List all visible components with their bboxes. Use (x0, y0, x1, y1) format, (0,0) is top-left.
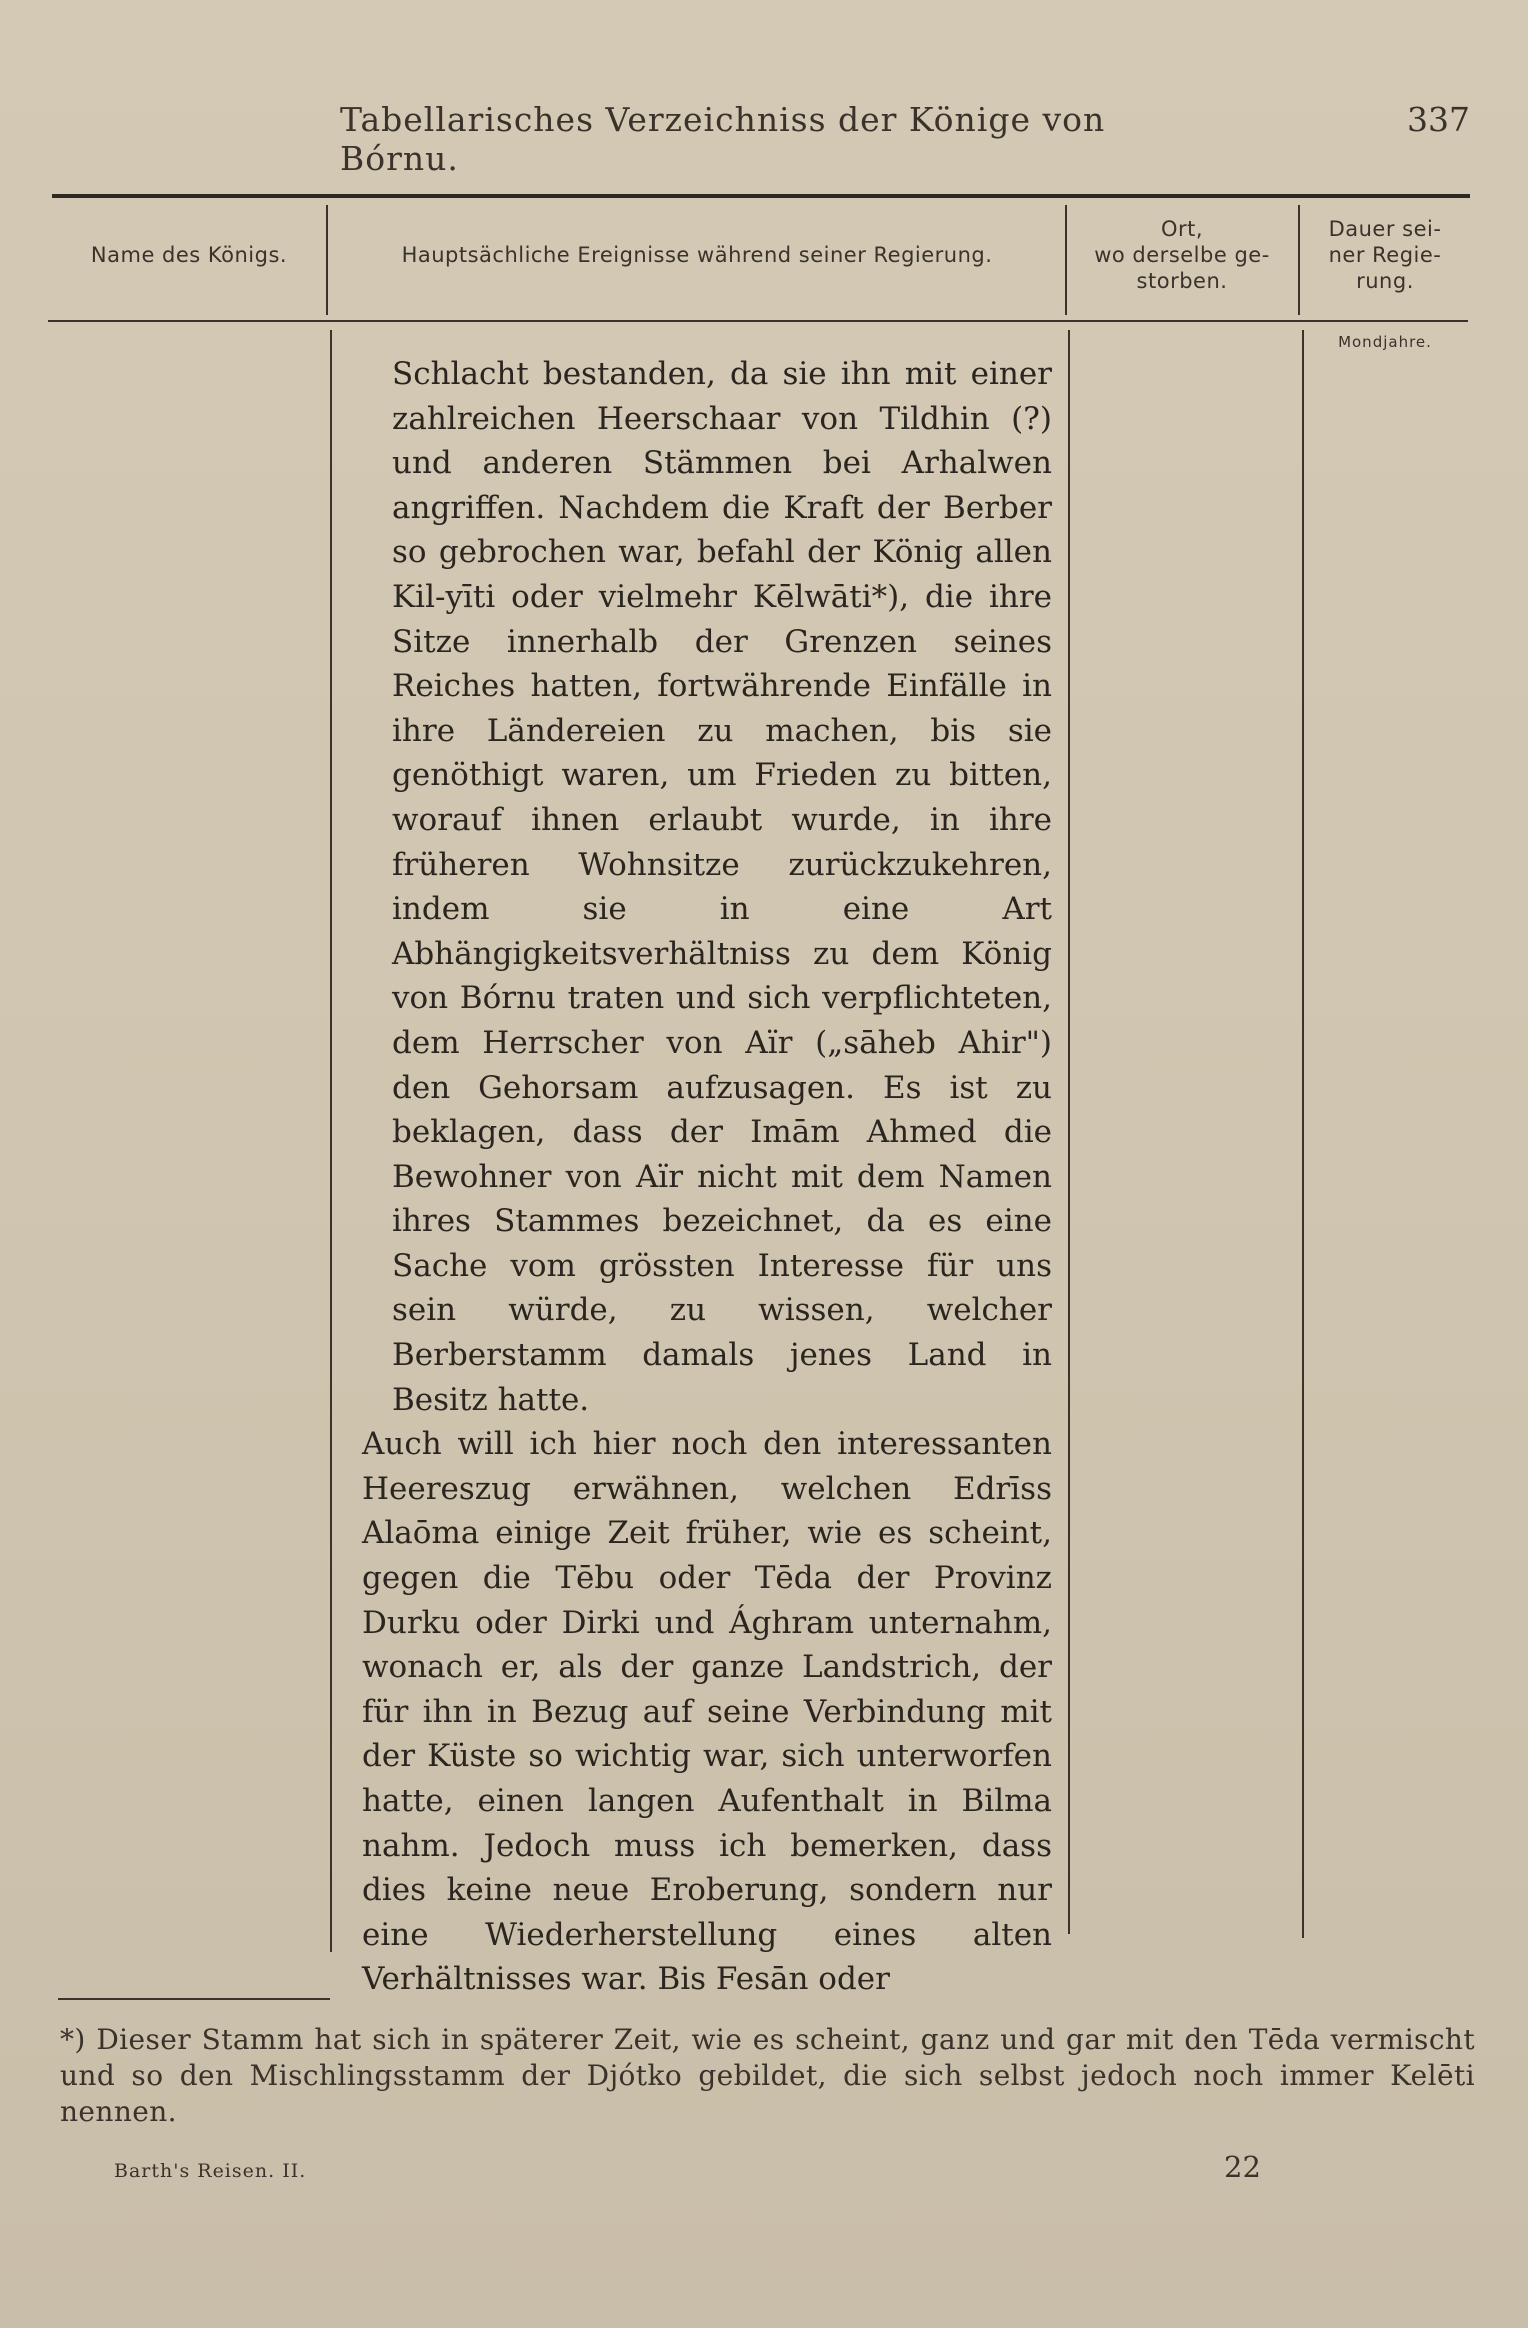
footnote: *) Dieser Stamm hat sich in späterer Zeit, wie es scheint, ganz und gar mit den Tēda vermischt und so den Mischlingsstamm der Djótko gebildet, die sich selbst jedoch noch immer Kelēti nennen. (60, 2023, 1475, 2128)
column-header-line: rung. (1356, 269, 1414, 293)
column-header-place-of-death (1068, 216, 1296, 294)
column-header-line: ner Regie- (1328, 243, 1442, 267)
table-header-rule (48, 320, 1468, 322)
sheet-number: 22 (1224, 2150, 1261, 2184)
column-header-king-name (52, 242, 326, 268)
footnote-rule (58, 1998, 330, 2000)
column-header-events (330, 242, 1064, 268)
column-header-line: Ort, (1160, 217, 1204, 241)
body-column-divider (1068, 330, 1070, 1934)
reign-unit-note: Mondjahre. (1338, 333, 1432, 351)
page-number: 337 (1407, 100, 1470, 139)
column-header-reign-duration (1300, 216, 1470, 294)
events-paragraph: Auch will ich hier noch den interessanten Heereszug erwähnen, welchen Edrīss Alaōma einige Zeit früher, wie es scheint, gegen die Tēbu oder Tēda der Provinz Durku oder Dirki und Ághram unternahm, wonach er, als der ganze Landstrich, der für ihn in Bezug auf seine Verbindung mit der Küste so wichtig war, sich unterworfen hatte, einen langen Aufenthalt in Bilma nahm. Jedoch muss ich bemerken, dass dies keine neue Eroberung, sondern nur eine Wiederherstellung eines alten Verhältnisses war. Bis Fesān oder (362, 1426, 1052, 1998)
header-column-divider (1065, 205, 1067, 315)
header-column-divider (1298, 205, 1300, 315)
column-header-line: Dauer sei- (1328, 217, 1442, 241)
events-text (362, 352, 1052, 2002)
body-column-divider (1302, 330, 1304, 1938)
column-header-line: Hauptsächliche Ereignisse während seiner Regierung. (401, 243, 993, 267)
column-header-line: wo derselbe ge- (1094, 243, 1270, 267)
header-column-divider (326, 205, 328, 315)
events-paragraph: Schlacht bestanden, da sie ihn mit einer zahlreichen Heerschaar von Tildhin (?) und anderen Stämmen bei Arhalwen angriffen. Nachdem die Kraft der Berber so gebrochen war, befahl der König allen Kil-yīti oder vielmehr Kēlwāti*), die ihre Sitze innerhalb der Grenzen seines Reiches hatten, fortwährende Einfälle in ihre Ländereien zu machen, bis sie genöthigt waren, um Frieden zu bitten, worauf ihnen erlaubt wurde, in ihre früheren Wohnsitze zurückzukehren, indem sie in eine Art Abhängigkeitsverhältniss zu dem König von Bórnu traten und sich verpflichteten, dem Herrscher von Aïr („sāheb Ahir") den Gehorsam aufzusagen. Es ist zu beklagen, dass der Imām Ahmed die Bewohner von Aïr nicht mit dem Namen ihres Stammes bezeichnet, da es eine Sache vom grössten Interesse für uns sein würde, zu wissen, welcher Berberstamm damals jenes Land in Besitz hatte. (392, 356, 1052, 1418)
column-header-line: storben. (1136, 269, 1228, 293)
table-top-rule (52, 194, 1470, 198)
printer-signature: Barth's Reisen. II. (114, 2160, 307, 2182)
body-column-divider (330, 330, 332, 1952)
column-header-line: Name des Königs. (90, 243, 288, 267)
running-title: Tabellarisches Verzeichniss der Könige von Bórnu. (340, 100, 1106, 178)
